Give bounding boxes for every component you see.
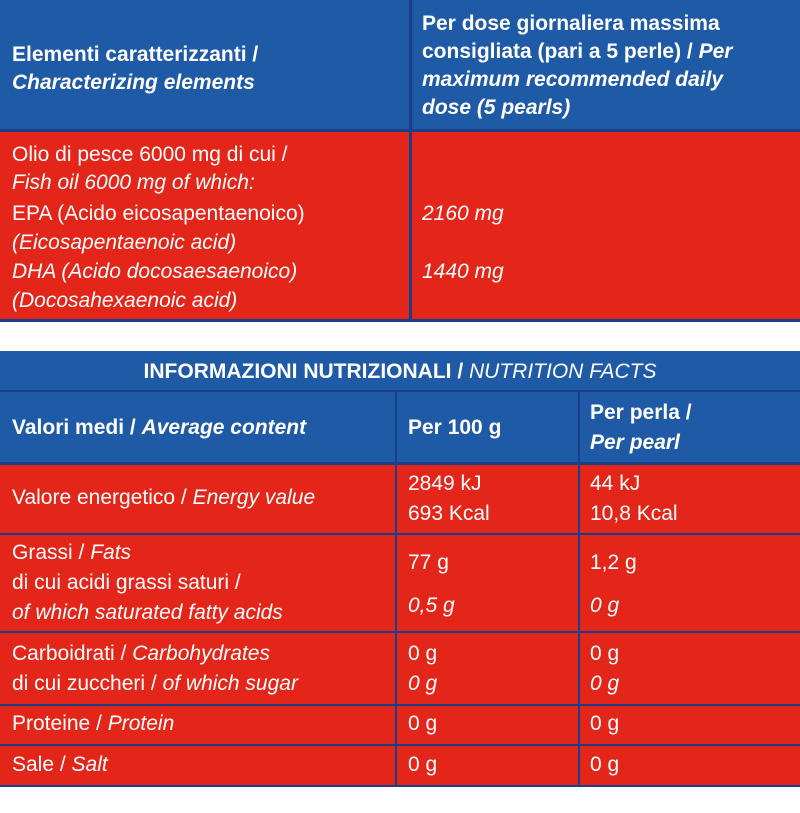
sugar-perpearl: 0 g (590, 672, 620, 695)
col-per-pearl-en: Per pearl (590, 431, 680, 454)
divider (0, 129, 800, 132)
salt-perpearl: 0 g (590, 753, 620, 776)
protein-per100: 0 g (408, 712, 438, 735)
divider (0, 744, 800, 746)
divider (0, 704, 800, 706)
fish-oil-it: Olio di pesce 6000 mg di cui / (12, 143, 288, 166)
protein-label-en: Protein (107, 712, 175, 735)
salt-label-it: Sale / (12, 753, 72, 776)
divider (409, 0, 412, 322)
fats-label (12, 538, 131, 567)
divider (578, 391, 580, 787)
col-per-pearl-it: Per perla / (590, 401, 692, 424)
divider (0, 462, 800, 465)
sugar-per100: 0 g (408, 672, 438, 695)
divider (395, 391, 397, 787)
col-per-100g: Per 100 g (408, 416, 502, 439)
carbs-label (12, 639, 270, 668)
col-average-content-en: Average content (141, 416, 307, 439)
divider (0, 785, 800, 787)
energy-label-en: Energy value (192, 486, 316, 509)
carbs-perpearl: 0 g (590, 642, 620, 665)
carbs-label-en: Carbohydrates (132, 642, 270, 665)
protein-label-it: Proteine / (12, 712, 108, 735)
nutrition-table (0, 351, 800, 787)
col-average-content (12, 413, 306, 442)
carbs-per100: 0 g (408, 642, 438, 665)
fish-oil-en: Fish oil 6000 mg of which: (12, 171, 255, 194)
header-dose-line2 (422, 37, 732, 66)
fats-label-it: Grassi / (12, 541, 91, 564)
saturated-label-it: di cui acidi grassi saturi / (12, 571, 241, 594)
fats-label-en: Fats (90, 541, 132, 564)
sugar-label-it: di cui zuccheri / (12, 672, 163, 695)
composition-table (0, 0, 800, 322)
header-dose-line3: maximum recommended daily (422, 68, 724, 91)
energy-per100-kcal: 693 Kcal (408, 502, 490, 525)
divider (0, 390, 800, 392)
salt-label (12, 750, 108, 779)
epa-value: 2160 mg (422, 202, 504, 225)
energy-label (12, 483, 315, 512)
saturated-per100: 0,5 g (408, 594, 455, 617)
protein-label (12, 709, 174, 738)
header-characterizing-it: Elementi caratterizzanti / (12, 43, 259, 66)
divider (0, 631, 800, 633)
energy-per100-kj: 2849 kJ (408, 472, 482, 495)
dha-it: DHA (Acido docosaesaenoico) (12, 260, 298, 283)
divider (0, 533, 800, 535)
energy-perpearl-kj: 44 kJ (590, 472, 641, 495)
energy-label-it: Valore energetico / (12, 486, 193, 509)
col-average-content-it: Valori medi / (12, 416, 142, 439)
epa-it: EPA (Acido eicosapentaenoico) (12, 202, 305, 225)
header-dose-line2-en: Per (698, 40, 733, 63)
header-characterizing-en: Characterizing elements (12, 71, 255, 94)
energy-perpearl-kcal: 10,8 Kcal (590, 502, 678, 525)
sugar-label (12, 669, 298, 698)
fats-per100: 77 g (408, 551, 449, 574)
salt-label-en: Salt (71, 753, 108, 776)
fats-perpearl: 1,2 g (590, 551, 637, 574)
salt-per100: 0 g (408, 753, 438, 776)
epa-en: (Eicosapentaenoic acid) (12, 231, 237, 254)
dha-value: 1440 mg (422, 260, 504, 283)
sugar-label-en: of which sugar (162, 672, 298, 695)
saturated-perpearl: 0 g (590, 594, 620, 617)
carbs-label-it: Carboidrati / (12, 642, 133, 665)
header-dose-line4: dose (5 pearls) (422, 96, 571, 119)
header-dose-line1: Per dose giornaliera massima (422, 12, 720, 35)
nutrition-title-en: NUTRITION FACTS (469, 360, 657, 383)
dha-en: (Docosahexaenoic acid) (12, 289, 238, 312)
header-dose-line2-it: consigliata (pari a 5 perle) / (422, 40, 699, 63)
nutrition-title (0, 357, 800, 386)
nutrition-title-it: INFORMAZIONI NUTRIZIONALI / (143, 360, 470, 383)
saturated-label-en: of which saturated fatty acids (12, 601, 283, 624)
protein-perpearl: 0 g (590, 712, 620, 735)
divider (0, 319, 800, 322)
